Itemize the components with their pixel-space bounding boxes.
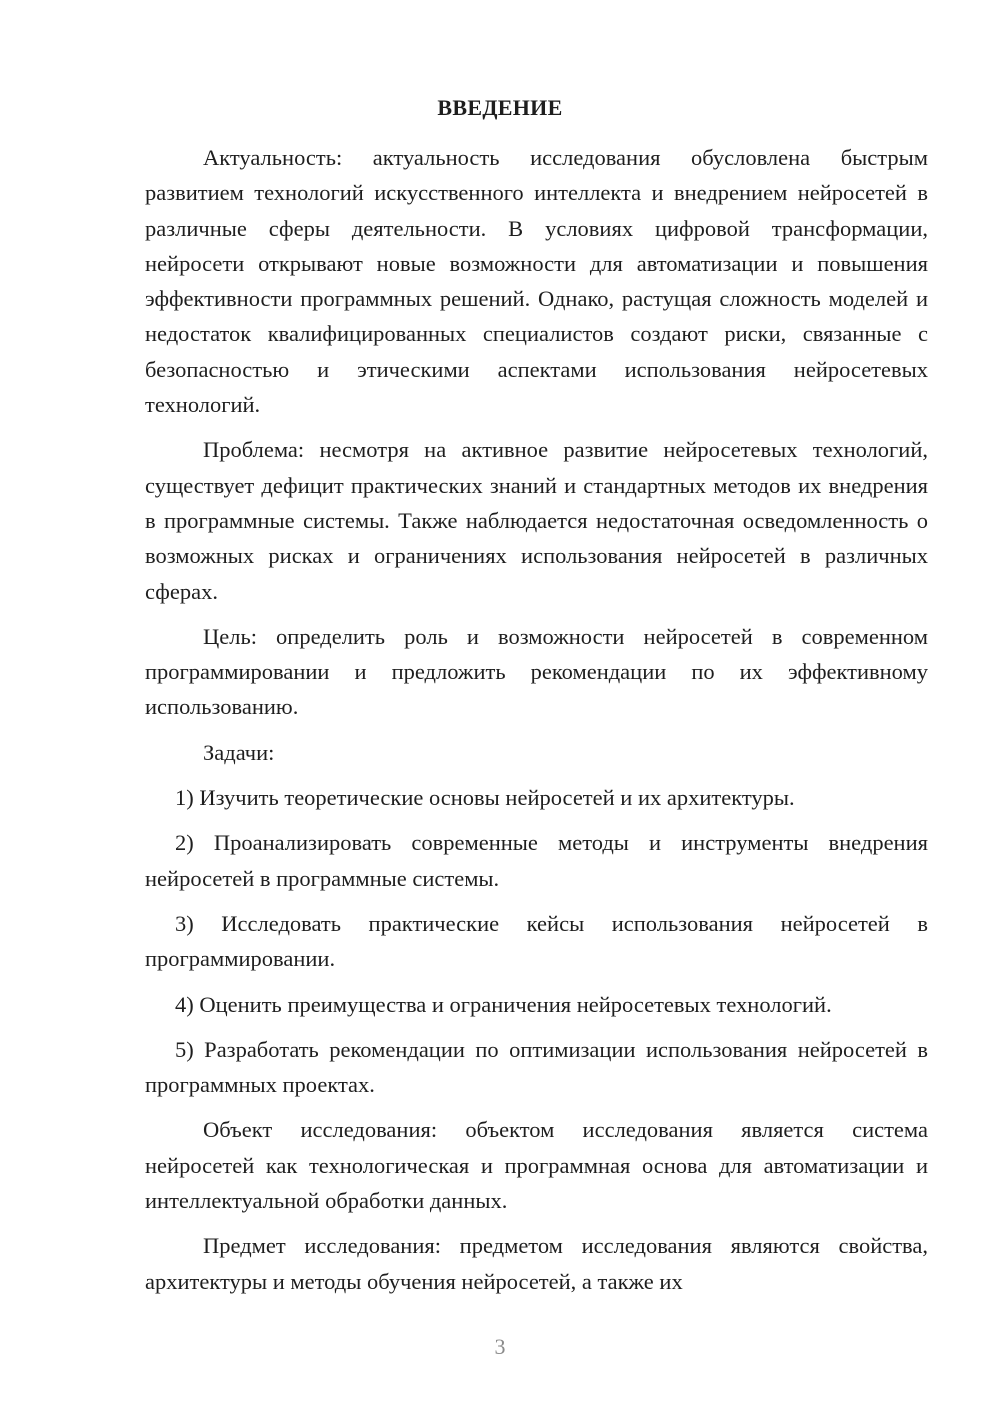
paragraph-relevance: Актуальность: актуальность исследования обусловлена быстрым развитием технологий искусственного интеллекта и внедрением нейросетей в различные сферы деятельности. В условиях цифровой трансформации, нейросети открывают новые возможности для автоматизации и повышения эффективности программных решений. Однако, растущая сложность моделей и недостаток квалифицированных специалистов создают риски, связанные с безопасностью и этическими аспектами использования нейросетевых технологий.	[145, 145, 928, 418]
list-item: 1) Изучить теоретические основы нейросетей и их архитектуры.	[175, 785, 795, 811]
page-number: 3	[494, 1334, 506, 1359]
paragraph-goal: Цель: определить роль и возможности нейросетей в современном программировании и предложить рекомендации по их эффективному использованию.	[145, 623, 928, 720]
list-item: 3) Исследовать практические кейсы использования нейросетей в программировании.	[145, 910, 928, 972]
list-item: 2) Проанализировать современные методы и инструменты внедрения нейросетей в программные системы.	[145, 830, 928, 891]
paragraph-subject: Предмет исследования: предметом исследования являются свойства, архитектуры и методы обучения нейросетей, а также их	[145, 1233, 928, 1294]
document-body	[145, 140, 928, 1299]
page-title: ВВЕДЕНИЕ	[437, 95, 563, 120]
list-item: 5) Разработать рекомендации по оптимизации использования нейросетей в программных проектах.	[145, 1036, 928, 1098]
paragraph-tasks-heading: Задачи:	[203, 739, 275, 765]
paragraph-problem: Проблема: несмотря на активное развитие нейросетевых технологий, существует дефицит практических знаний и стандартных методов их внедрения в программные системы. Также наблюдается недостаточная осведомленность о возможных рисках и ограничениях использования нейросетей в различных сферах.	[145, 437, 928, 604]
list-item: 4) Оценить преимущества и ограничения нейросетевых технологий.	[175, 991, 832, 1017]
paragraph-object: Объект исследования: объектом исследования является система нейросетей как технологическая и программная основа для автоматизации и интеллектуальной обработки данных.	[145, 1117, 928, 1214]
